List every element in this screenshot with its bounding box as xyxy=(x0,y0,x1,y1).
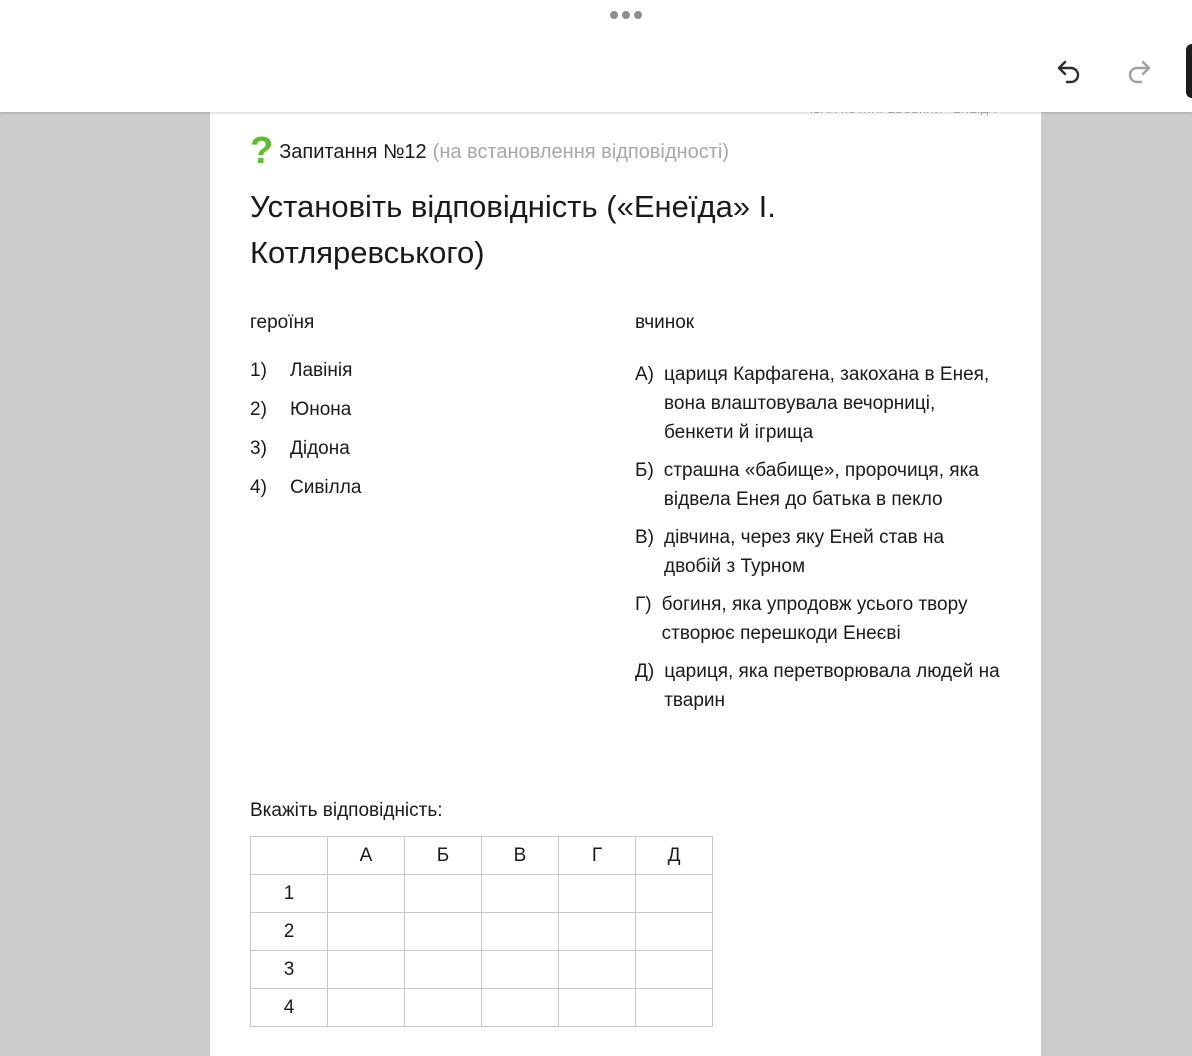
grid-column-header: А xyxy=(328,837,405,875)
heroine-name: Сивілла xyxy=(290,477,362,498)
action-text: дівчина, через яку Еней став на двобій з Турном xyxy=(664,527,945,577)
side-panel-handle[interactable] xyxy=(1186,44,1192,98)
heroine-name: Дідона xyxy=(290,438,350,459)
action-letter: Д) xyxy=(635,661,655,682)
grid-answer-cell[interactable] xyxy=(405,951,482,989)
question-type: (на встановлення відповідності) xyxy=(432,140,729,163)
top-toolbar xyxy=(0,0,1192,112)
answer-grid xyxy=(250,836,713,1027)
action-item xyxy=(635,590,1005,648)
grid-corner-cell xyxy=(251,837,328,875)
heroine-name: Юнона xyxy=(290,399,352,420)
grid-column-header: Д xyxy=(636,837,713,875)
more-dots-icon[interactable] xyxy=(608,8,644,22)
grid-answer-cell[interactable] xyxy=(482,913,559,951)
redo-button[interactable] xyxy=(1121,52,1157,88)
undo-button[interactable] xyxy=(1051,52,1087,88)
grid-answer-cell[interactable] xyxy=(636,875,713,913)
action-item xyxy=(635,657,1005,715)
heroine-number: 3) xyxy=(250,438,267,459)
redo-icon xyxy=(1124,55,1154,85)
grid-answer-cell[interactable] xyxy=(636,989,713,1027)
answer-label: Вкажіть відповідність: xyxy=(250,800,443,821)
grid-answer-cell[interactable] xyxy=(328,875,405,913)
grid-answer-cell[interactable] xyxy=(636,913,713,951)
action-item xyxy=(635,523,1005,581)
grid-answer-cell[interactable] xyxy=(559,875,636,913)
grid-answer-cell[interactable] xyxy=(328,989,405,1027)
heroine-list xyxy=(250,360,361,516)
question-mark-icon: ? xyxy=(250,130,274,172)
action-text: страшна «бабище», пророчиця, яка відвела Енея до батька в пекло xyxy=(663,460,979,510)
grid-row xyxy=(251,913,713,951)
heroine-name: Лавінія xyxy=(290,360,353,381)
action-letter: Б) xyxy=(635,460,654,481)
action-item xyxy=(635,456,1005,514)
grid-answer-cell[interactable] xyxy=(559,989,636,1027)
grid-answer-cell[interactable] xyxy=(482,989,559,1027)
grid-column-header: В xyxy=(482,837,559,875)
grid-answer-cell[interactable] xyxy=(328,951,405,989)
grid-answer-cell[interactable] xyxy=(559,951,636,989)
grid-row-header: 1 xyxy=(251,875,328,913)
heroine-item xyxy=(250,360,361,399)
action-column-header: вчинок xyxy=(635,312,695,333)
grid-column-header: Г xyxy=(559,837,636,875)
grid-answer-cell[interactable] xyxy=(405,913,482,951)
grid-answer-cell[interactable] xyxy=(328,913,405,951)
action-text: богиня, яка упродовж усього твору створює перешкоди Енеєві xyxy=(661,594,968,644)
grid-column-header: Б xyxy=(405,837,482,875)
heroine-number: 1) xyxy=(250,360,267,381)
heroine-number: 4) xyxy=(250,477,267,498)
heroine-item xyxy=(250,399,361,438)
grid-row-header: 4 xyxy=(251,989,328,1027)
grid-row-header: 3 xyxy=(251,951,328,989)
grid-answer-cell[interactable] xyxy=(482,951,559,989)
grid-row-header: 2 xyxy=(251,913,328,951)
question-number: Запитання №12 xyxy=(279,140,427,163)
action-text: цариця Карфагена, закохана в Енея, вона влаштовувала вечорниці, бенкети й ігрища xyxy=(664,364,990,443)
action-item xyxy=(635,360,1005,447)
heroine-column-header: героїня xyxy=(250,312,315,333)
heroine-item xyxy=(250,438,361,477)
action-letter: В) xyxy=(635,527,654,548)
grid-answer-cell[interactable] xyxy=(405,989,482,1027)
question-title: Установіть відповідність («Енеїда» І. Котляревського) xyxy=(250,189,776,270)
undo-icon xyxy=(1054,55,1084,85)
grid-row xyxy=(251,875,713,913)
action-text: цариця, яка перетворювала людей на тварин xyxy=(664,661,1000,711)
grid-answer-cell[interactable] xyxy=(636,951,713,989)
question-heading xyxy=(250,130,729,172)
action-list xyxy=(635,360,1005,724)
grid-row xyxy=(251,989,713,1027)
grid-answer-cell[interactable] xyxy=(405,875,482,913)
action-letter: Г) xyxy=(635,594,652,615)
heroine-number: 2) xyxy=(250,399,267,420)
grid-answer-cell[interactable] xyxy=(559,913,636,951)
grid-header-row xyxy=(251,837,713,875)
grid-answer-cell[interactable] xyxy=(482,875,559,913)
action-letter: А) xyxy=(635,364,654,385)
heroine-item xyxy=(250,477,361,516)
grid-row xyxy=(251,951,713,989)
